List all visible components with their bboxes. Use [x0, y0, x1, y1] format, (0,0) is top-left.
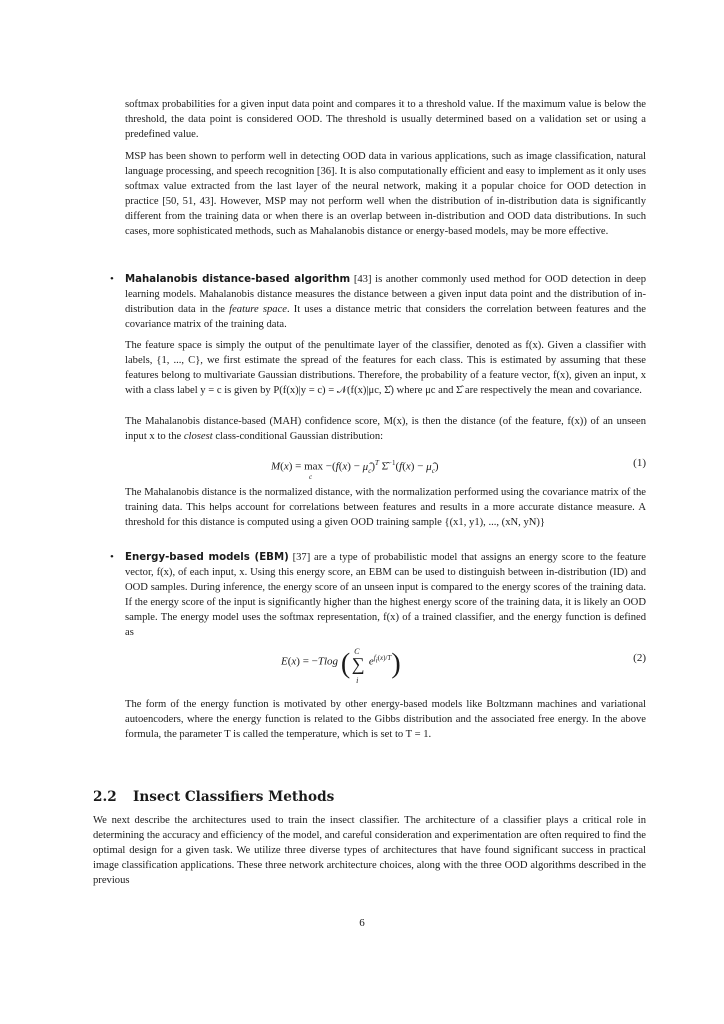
paragraph-ebm-intro: Energy-based models (EBM) [37] are a type of probabilistic model that assigns an energy score to the feature vector, f(x), of each input, x. Using this energy score, an EBM can be used to distinguish between in-distribution (ID) and OOD samples. During inference, the energy score of an unseen input is compared to the energy scores of the training data. If the energy score of the input is significantly higher than the highest energy score of the training data, it is likely an OOD sample. The energy model uses the softmax representation, f(x) of a trained classifier, and the energy function is defined as [125, 552, 646, 639]
page-number: 6 [359, 917, 365, 929]
equation-number-2: (2) [633, 652, 646, 664]
paragraph-msp-discussion: MSP has been shown to perform well in detecting OOD data in various applications, such as image classification, natural language processing, and speech recognition [36]. It is also computationally efficient and easy to implement as it only uses softmax value extracted from the last layer of the neural network, making it a popular choice for OOD detection in practice [50, 51, 43]. However, MSP may not perform well when the distribution of in-distribution data is significantly different from the training data or when there is an overlap between in-distribution and OOD data distributions. In such cases, more sophisticated methods, such as Mahalanobis distance or energy-based models, may be more effective. [125, 151, 646, 238]
term-mahalanobis: Mahalanobis distance-based algorithm [125, 274, 351, 285]
paragraph-mah-score: The Mahalanobis distance-based (MAH) confidence score, M(x), is then the distance (of the feature, f(x)) of an unseen input x to the closest class-conditional Gaussian distribution: [125, 416, 646, 443]
paragraph-classifier-methods: We next describe the architectures used to train the insect classifier. The architecture of a classifier plays a critical role in determining the accuracy and efficiency of the model, and careful consideration and experimentation are often required to find the optimal design for a given task. We utilize three diverse types of architectures that have found significant success in practical image classification applications. These three network architecture choices, along with the three OOD algorithms described in the previous [93, 815, 646, 887]
paragraph-mah-normalized: The Mahalanobis distance is the normalized distance, with the normalization performed using the covariance matrix of the training data. This helps account for correlations between features and results in a more accurate distance measure. A threshold for this distance is computed using a given OOD training sample {(x1, y1), ..., (xN, yN)} [125, 487, 646, 529]
paragraph-feature-space: The feature space is simply the output of the penultimate layer of the classifier, denoted as f(x). Given a classifier with labels, {1, ..., C}, we first estimate the spread of the features for each class. This is estimated by assuming that these features belong to multivariate Gaussian distributions. Therefore, the probability of a feature vector, f(x), given an input, x with a class label y = c is given by P(f(x)|y = c) = 𝒩(f(x)|μc, Σ̂) where μc and Σ̂ are respectively the mean and covariance. [125, 340, 646, 397]
equation-energy: E(x) = −Tlog ( C ∑ i $e^{f_i(x)/T}$) [281, 646, 401, 685]
bullet-marker: • [110, 551, 114, 563]
bullet-marker: • [110, 273, 114, 285]
paragraph-msp-intro: softmax probabilities for a given input data point and compares it to a threshold value. If the maximum value is below the threshold, the data point is considered OOD. The threshold is usually determined based on a validation set or using a predefined value. [125, 99, 646, 141]
equation-mahalanobis: M(x) = max c $-(f(x) - \mû_c)^T$ Σ̂$^{-1}$(f(x) − $\mû_c$) [271, 459, 439, 481]
section-heading: 2.2 Insect Classifiers Methods [93, 789, 335, 805]
paragraph-mahalanobis-intro: Mahalanobis distance-based algorithm [43] is another commonly used method for OOD detection in deep learning models. Mahalanobis distance measures the distance between a given input data point and the distribution of in-distribution data in the feature space. It uses a distance metric that considers the correlation between features and the covariance matrix of the training data. [125, 274, 646, 331]
paragraph-ebm-motivation: The form of the energy function is motivated by other energy-based models like Boltzmann machines and variational autoencoders, where the energy function is related to the Gibbs distribution and the associated free energy. In the above formula, the parameter T is called the temperature, which is set to T = 1. [125, 699, 646, 741]
term-ebm: Energy-based models (EBM) [125, 552, 289, 563]
equation-number-1: (1) [633, 457, 646, 469]
